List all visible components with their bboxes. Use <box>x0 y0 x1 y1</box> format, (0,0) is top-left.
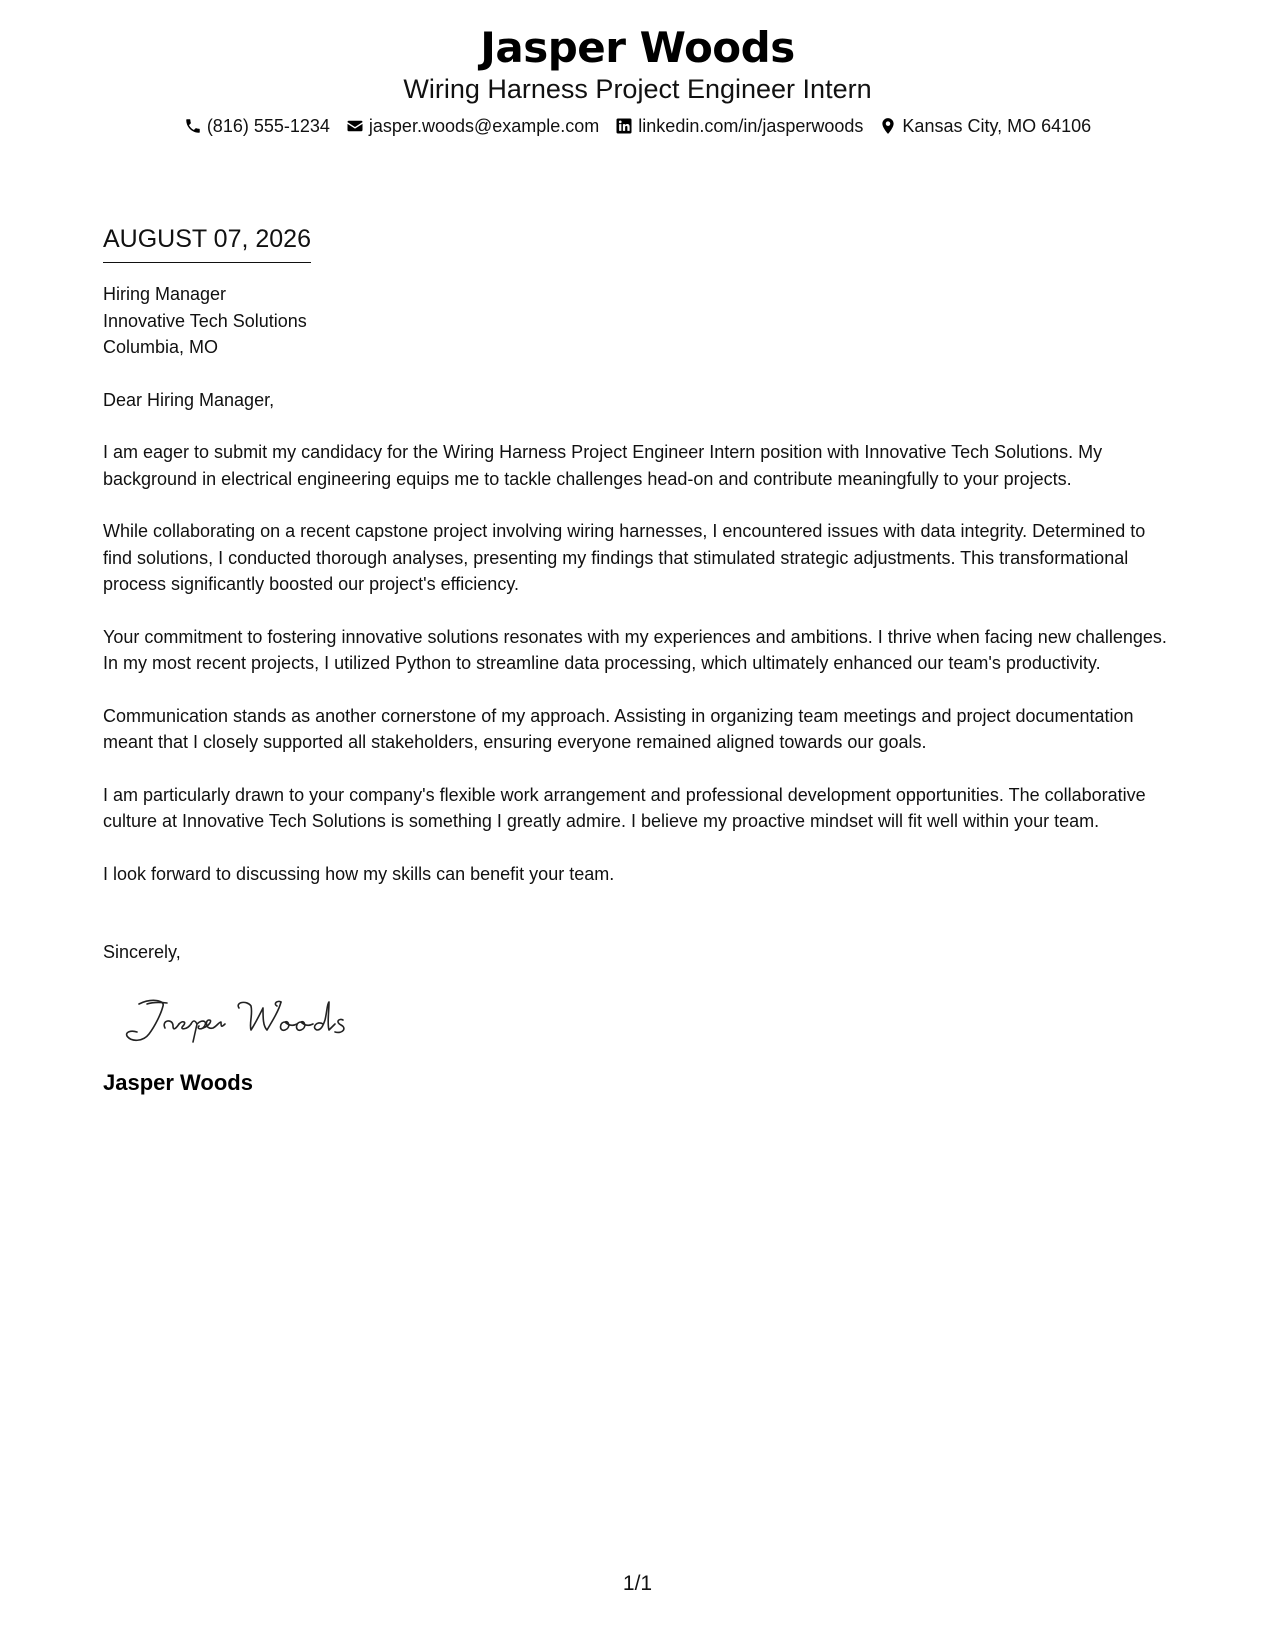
recipient-location: Columbia, MO <box>103 337 219 357</box>
phone-icon <box>184 117 202 135</box>
paragraph: Your commitment to fostering innovative solutions resonates with my experiences and ambitions. I thrive when facing new challenges. In my most recent projects, I utilized Python to streamline data processing, which ultimately enhanced our team's productivity. <box>103 626 1167 673</box>
paragraph: While collaborating on a recent capstone project involving wiring harnesses, I encountered issues with data integrity. Determined to find solutions, I conducted thorough analyses, presenting my findings that stimulated strategic adjustments. This transformational process significantly boosted our project's efficiency. <box>103 521 1146 594</box>
linkedin-icon <box>615 117 633 135</box>
recipient-company: Innovative Tech Solutions <box>103 310 307 331</box>
recipient-block <box>103 281 1178 361</box>
contact-email[interactable] <box>346 114 599 138</box>
closing: Sincerely, <box>103 942 181 962</box>
paragraph: I look forward to discussing how my skills can benefit your team. <box>103 863 615 884</box>
location-text: Kansas City, MO 64106 <box>902 116 1092 136</box>
contact-row <box>0 114 1275 138</box>
job-title: Wiring Harness Project Engineer Intern <box>403 74 872 104</box>
recipient-title: Hiring Manager <box>103 284 227 304</box>
applicant-name: Jasper Woods <box>480 23 795 72</box>
paragraph: I am particularly drawn to your company's flexible work arrangement and professional development opportunities. The collaborative culture at Innovative Tech Solutions is something I greatly admire. I believe my proactive mindset will fit well within your team. <box>103 784 1146 831</box>
contact-phone[interactable] <box>184 114 330 138</box>
paragraph: Communication stands as another cornerstone of my approach. Assisting in organizing team meetings and project documentation meant that I closely supported all stakeholders, ensuring everyone remained aligned towards our goals. <box>103 705 1134 752</box>
envelope-icon <box>346 117 364 135</box>
contact-location <box>879 114 1091 138</box>
letter-body <box>103 222 1178 1097</box>
map-pin-icon <box>879 117 897 135</box>
email-text: jasper.woods@example.com <box>368 116 600 136</box>
linkedin-text: linkedin.com/in/jasperwoods <box>638 116 864 136</box>
phone-text: (816) 555-1234 <box>206 116 330 136</box>
paragraph: I am eager to submit my candidacy for the Wiring Harness Project Engineer Intern position with Innovative Tech Solutions. My background in electrical engineering equips me to tackle challenges head-on and contribute meaningfully to your projects. <box>103 442 1103 489</box>
page-number: 1/1 <box>622 1572 653 1595</box>
letter-date: AUGUST 07, 2026 <box>103 222 311 263</box>
signature-image <box>117 990 357 1050</box>
signer-name: Jasper Woods <box>103 1070 253 1095</box>
salutation: Dear Hiring Manager, <box>103 389 275 410</box>
contact-linkedin[interactable] <box>615 114 863 138</box>
letter-header <box>0 22 1275 138</box>
